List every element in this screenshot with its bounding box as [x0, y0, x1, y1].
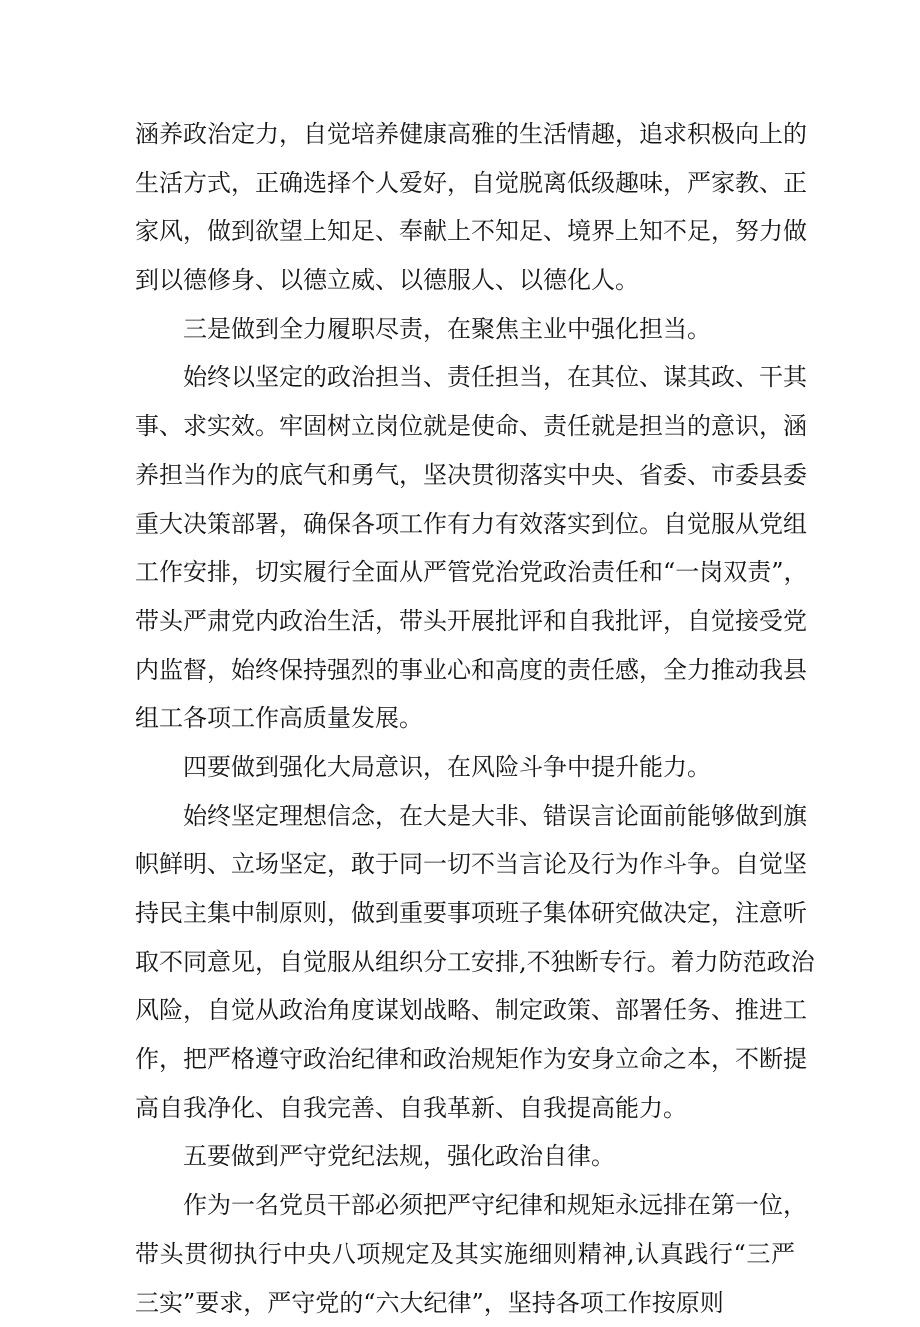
section-heading	[135, 743, 795, 792]
paragraph	[135, 1181, 795, 1327]
text-line: 带头严肃党内政治生活，带头开展批评和自我批评，自觉接受党	[135, 597, 795, 646]
text-line: 始终坚定理想信念，在大是大非、错误言论面前能够做到旗	[135, 792, 795, 841]
text-line: 事、求实效。牢固树立岗位就是使命、责任就是担当的意识，涵	[135, 402, 795, 451]
text-line: 生活方式，正确选择个人爱好，自觉脱离低级趣味，严家教、正	[135, 159, 795, 208]
text-line: 作，把严格遵守政治纪律和政治规矩作为安身立命之本，不断提	[135, 1035, 795, 1084]
heading-line: 三是做到全力履职尽责，在聚焦主业中强化担当。	[135, 305, 795, 354]
text-line: 取不同意见，自觉服从组织分工安排,不独断专行。着力防范政治	[135, 938, 795, 987]
text-line: 到以德修身、以德立威、以德服人、以德化人。	[135, 256, 795, 305]
text-line: 风险，自觉从政治角度谋划战略、制定政策、部署任务、推进工	[135, 986, 795, 1035]
text-line: 工作安排，切实履行全面从严管党治党政治责任和“一岗双责”，	[135, 548, 795, 597]
text-line: 带头贯彻执行中央八项规定及其实施细则精神,认真践行“三严	[135, 1230, 795, 1279]
text-line: 涵养政治定力，自觉培养健康高雅的生活情趣，追求积极向上的	[135, 110, 795, 159]
text-line: 始终以坚定的政治担当、责任担当，在其位、谋其政、干其	[135, 353, 795, 402]
paragraph	[135, 792, 795, 1133]
heading-line: 五要做到严守党纪法规，强化政治自律。	[135, 1132, 795, 1181]
text-line: 家风，做到欲望上知足、奉献上不知足、境界上知不足，努力做	[135, 207, 795, 256]
heading-line: 四要做到强化大局意识，在风险斗争中提升能力。	[135, 743, 795, 792]
text-line: 帜鲜明、立场坚定，敢于同一切不当言论及行为作斗争。自觉坚	[135, 840, 795, 889]
text-line: 高自我净化、自我完善、自我革新、自我提高能力。	[135, 1084, 795, 1133]
document-body	[135, 110, 795, 1327]
text-line: 组工各项工作高质量发展。	[135, 694, 795, 743]
paragraph	[135, 353, 795, 743]
text-line: 重大决策部署，确保各项工作有力有效落实到位。自觉服从党组	[135, 500, 795, 549]
text-line: 内监督，始终保持强烈的事业心和高度的责任感，全力推动我县	[135, 646, 795, 695]
text-line: 作为一名党员干部必须把严守纪律和规矩永远排在第一位，	[135, 1181, 795, 1230]
text-line: 持民主集中制原则，做到重要事项班子集体研究做决定，注意听	[135, 889, 795, 938]
text-line: 三实”要求，严守党的“六大纪律”，坚持各项工作按原则	[135, 1279, 795, 1327]
section-heading	[135, 305, 795, 354]
text-line: 养担当作为的底气和勇气，坚决贯彻落实中央、省委、市委县委	[135, 451, 795, 500]
paragraph	[135, 110, 795, 305]
section-heading	[135, 1132, 795, 1181]
